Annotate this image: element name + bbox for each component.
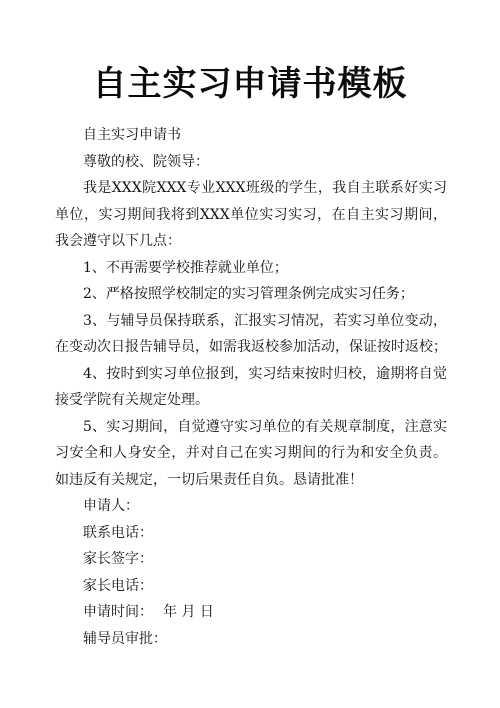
document-body — [55, 122, 447, 652]
apply-time-value: 年 月 日 — [163, 604, 214, 620]
point-1: 1、不再需要学校推荐就业单位； — [83, 259, 288, 276]
phone-field: 联系电话： — [83, 524, 153, 541]
salutation: 尊敬的校、院领导： — [83, 153, 209, 170]
parent-phone-field: 家长电话： — [83, 577, 153, 594]
applicant-field: 申请人： — [83, 498, 139, 514]
parent-signature-field: 家长签字： — [83, 551, 153, 567]
doc-heading: 自主实习申请书 — [83, 127, 181, 143]
apply-time-label: 申请时间： — [83, 604, 153, 620]
counselor-approval-field: 辅导员审批： — [83, 630, 167, 647]
apply-time-field — [55, 599, 447, 626]
point-2: 2、严格按照学校制定的实习管理条例完成实习任务； — [83, 286, 414, 302]
point-3: 3、与辅导员保持联系，汇报实习情况，若实习单位变动，在变动次日报告辅导员，如需我返校参加活动，保证按时返校； — [55, 312, 447, 355]
point-5: 5、实习期间，自觉遵守实习单位的有关规章制度，注意实习安全和人身安全，并对自己在实习期间的行为和安全负责。 如违反有关规定，一切后果责任自负。恳请批准！ — [55, 418, 447, 488]
page-title: 自主实习申请书模板 — [92, 64, 408, 104]
point-4: 4、按时到实习单位报到，实习结束按时归校，逾期将自觉接受学院有关规定处理。 — [55, 365, 447, 408]
intro-paragraph: 我是XXX院XXX专业XXX班级的学生，我自主联系好实习单位，实习期间我将到XXX单位实习实习，在自主实习期间，我会遵守以下几点： — [55, 180, 447, 249]
